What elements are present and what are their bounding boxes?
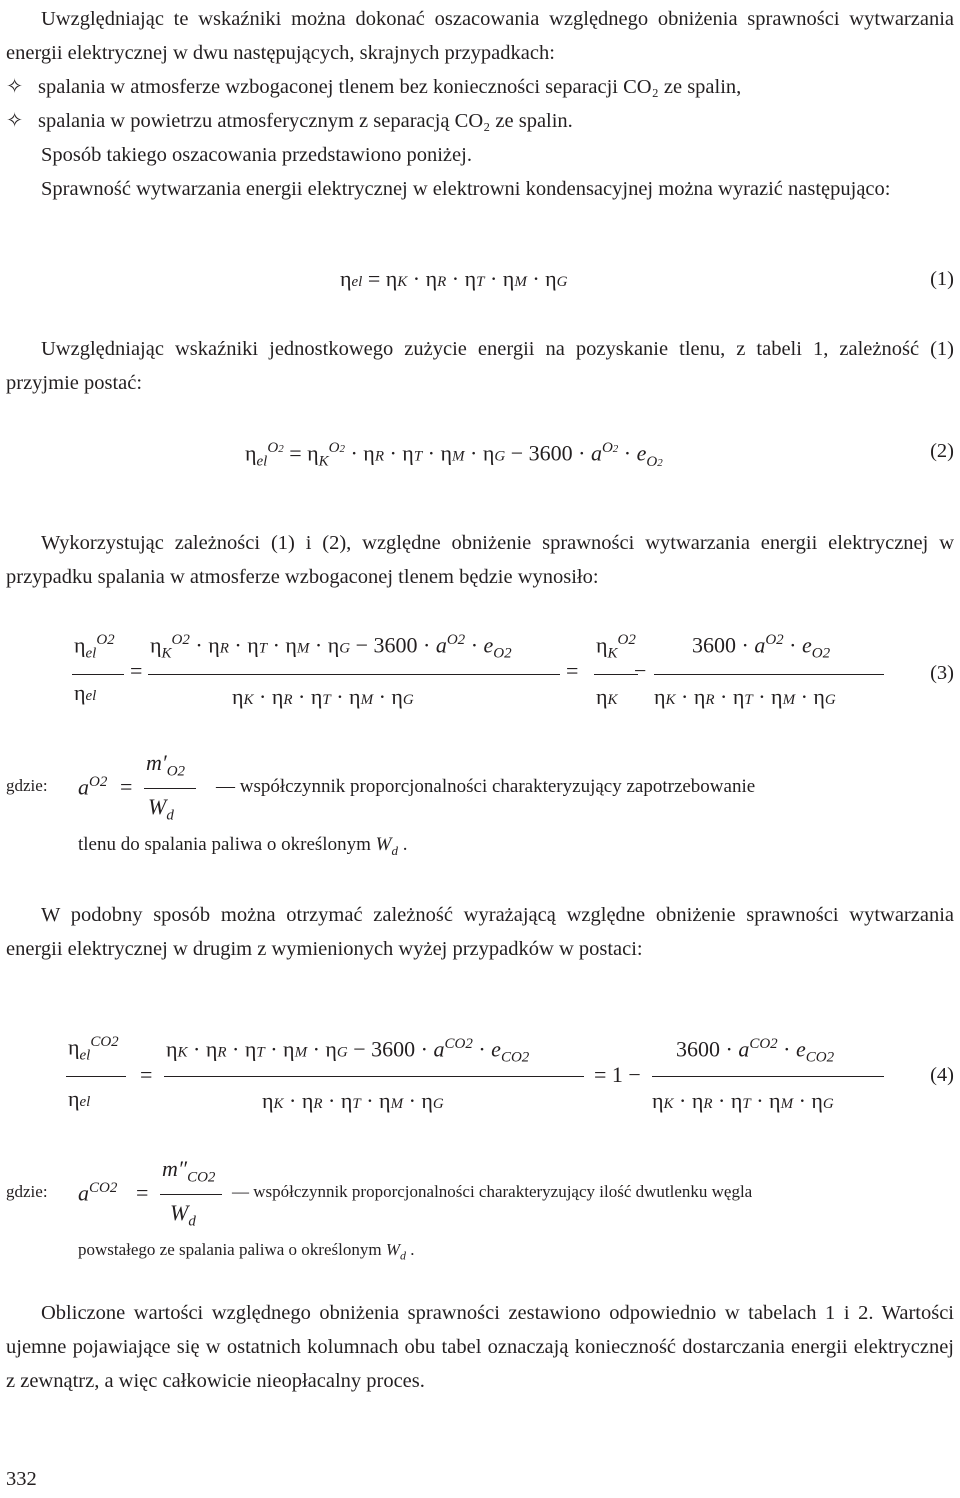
bullet-text-2: spalania w powietrzu atmosferycznym z separacją CO₂ ze spalin. [38, 110, 573, 132]
where-label: gdzie: [6, 1182, 48, 1201]
equation-2: $\eta_{el}^{O2} = \eta_K^{O2} \cdot \eta R \cdot \eta T \cdot \eta M \cdot \eta G - 3600 \cdot a^{O2} \cdot e_{O2}$ (2) [245, 440, 954, 470]
equation-4: $\eta_{el}^{CO2}$ ηel = $\eta K \cdot \eta R \cdot \eta T \cdot \eta M \cdot \eta G - 3600 \cdot a^{CO2} \cdot e_{CO2}$ ηK · ηR · ηT · ηM · ηG = 1 − $3600 \cdot a^{CO2} \cdot e_{CO2}$ ηK · ηR · ηT · ηM · ηG (4) [68, 1034, 954, 1113]
definition-co2: gdzie: $a^{CO2}$ = $m''_{CO2}$ $W_d$ — współczynnik proporcjonalności charakteryzujący ilość dwutlenku węgla powstałego ze spalania paliwa o określonym $W_d$ . [6, 1156, 753, 1263]
paragraph-similar: W podobny sposób można otrzymać zależność wyrażającą względne obniżenie sprawności wytwarzania energii elektrycznej w drugim z wymienionych wyżej przypadków w postaci: [6, 904, 954, 960]
where-label: gdzie: [6, 776, 48, 795]
equation-3: $\eta_{el}^{O2}$ ηel = $\eta_K^{O2} \cdot \eta R \cdot \eta T \cdot \eta M \cdot \eta G - 3600 \cdot a^{O2} \cdot e_{O2}$ ηK · ηR · ηT · ηM · ηG = $\eta_K^{O2}$ ηK − $3600 \cdot a^{O2} \cdot e_{O2}$ ηK · ηR · ηT · ηM · ηG (3) [74, 632, 954, 709]
paragraph-method: Sposób takiego oszacowania przedstawiono poniżej. [41, 144, 472, 166]
definition-o2-text: — współczynnik proporcjonalności charakteryzujący zapotrzebowanie [216, 776, 756, 797]
page-number: 332 [6, 1468, 37, 1490]
definition-o2: gdzie: $a^{O2}$ = $m'_{O2}$ $W_d$ — współczynnik proporcjonalności charakteryzujący zapotrzebowanie tlenu do spalania paliwa o określonym $W_d$ . [6, 750, 756, 858]
definition-o2-cont: tlenu do spalania paliwa o określonym [78, 834, 371, 855]
paragraph-intro: Uwzględniając te wskaźniki można dokonać oszacowania względnego obniżenia sprawności wytwarzania energii elektrycznej w dwu następujących, skrajnych przypadkach: [6, 8, 954, 64]
paragraph-using: Wykorzystując zależności (1) i (2), względne obniżenie sprawności wytwarzania energii elektrycznej w przypadku spalania w atmosferze wzbogaconej tlenem będzie wynosiło: [6, 532, 954, 588]
definition-co2-cont: powstałego ze spalania paliwa o określonym [78, 1240, 382, 1259]
equation-number-1: (1) [930, 268, 954, 290]
diamond-star-icon: ✧ [6, 110, 24, 132]
definition-co2-text: — współczynnik proporcjonalności charakteryzujący ilość dwutlenku węgla [232, 1182, 753, 1201]
diamond-star-icon: ✧ [6, 76, 24, 98]
paragraph-consider: Uwzględniając wskaźniki jednostkowego zużycie energii na pozyskanie tlenu, z tabeli 1, zależność (1) przyjmie postać: [6, 338, 954, 394]
equation-1: ηel = ηK · ηR · ηT · ηM · ηG (1) [340, 266, 954, 291]
bullet-text-1: spalania w atmosferze wzbogaconej tlenem bez konieczności separacji CO₂ ze spalin, [38, 76, 742, 98]
bullet-item-1 [6, 70, 741, 104]
paragraph-final: Obliczone wartości względnego obniżenia sprawności zestawiono odpowiednio w tabelach 1 i 2. Wartości ujemne pojawiające się w ostatnich kolumnach obu tabel oznaczają konieczność dostarczania energii elektrycznej z zewnątrz, a więc całkowicie nieopłacalny proces. [6, 1302, 954, 1392]
equation-number-4: (4) [930, 1064, 954, 1086]
equation-number-2: (2) [930, 440, 954, 462]
bullet-item-2 [6, 104, 573, 138]
paragraph-efficiency: Sprawność wytwarzania energii elektrycznej w elektrowni kondensacyjnej można wyrazić następująco: [41, 178, 891, 200]
equation-number-3: (3) [930, 662, 954, 684]
